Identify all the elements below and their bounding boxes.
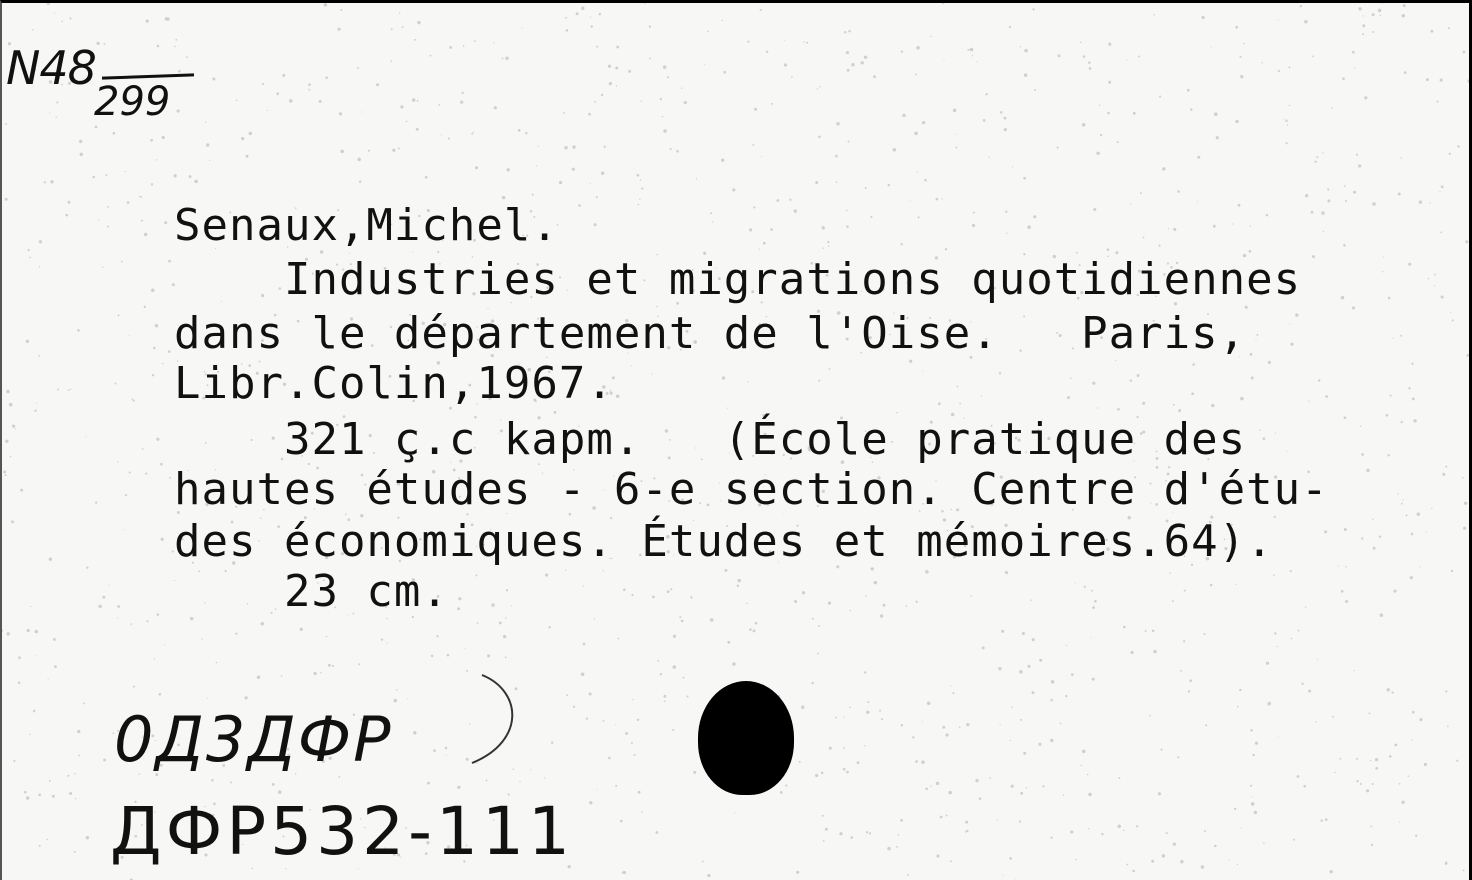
shelf-mark-2: ДФР532-111 [110,793,574,870]
series-line-1: hautes études - 6-e section. Centre d'étu- [174,464,1329,515]
call-number-top: N48 [6,41,96,95]
pencil-mark [442,671,532,771]
author-line: Senaux,Michel. [174,200,559,251]
shelf-mark-1: 0Д3ДФР [114,703,393,776]
call-number-sub: 299 [94,79,171,125]
punch-hole [698,681,794,795]
pages-line: 321 ç.c kapm. (École pratique des [174,414,1247,465]
title-line-2: dans le département de l'Oise. Paris, [174,308,1247,359]
series-line-2: des économiques. Études et mémoires.64). [174,516,1274,567]
publisher-line: Libr.Colin,1967. [174,358,614,409]
title-line-1: Industries et migrations quotidiennes [174,254,1302,305]
size-line: 23 cm. [174,566,449,617]
